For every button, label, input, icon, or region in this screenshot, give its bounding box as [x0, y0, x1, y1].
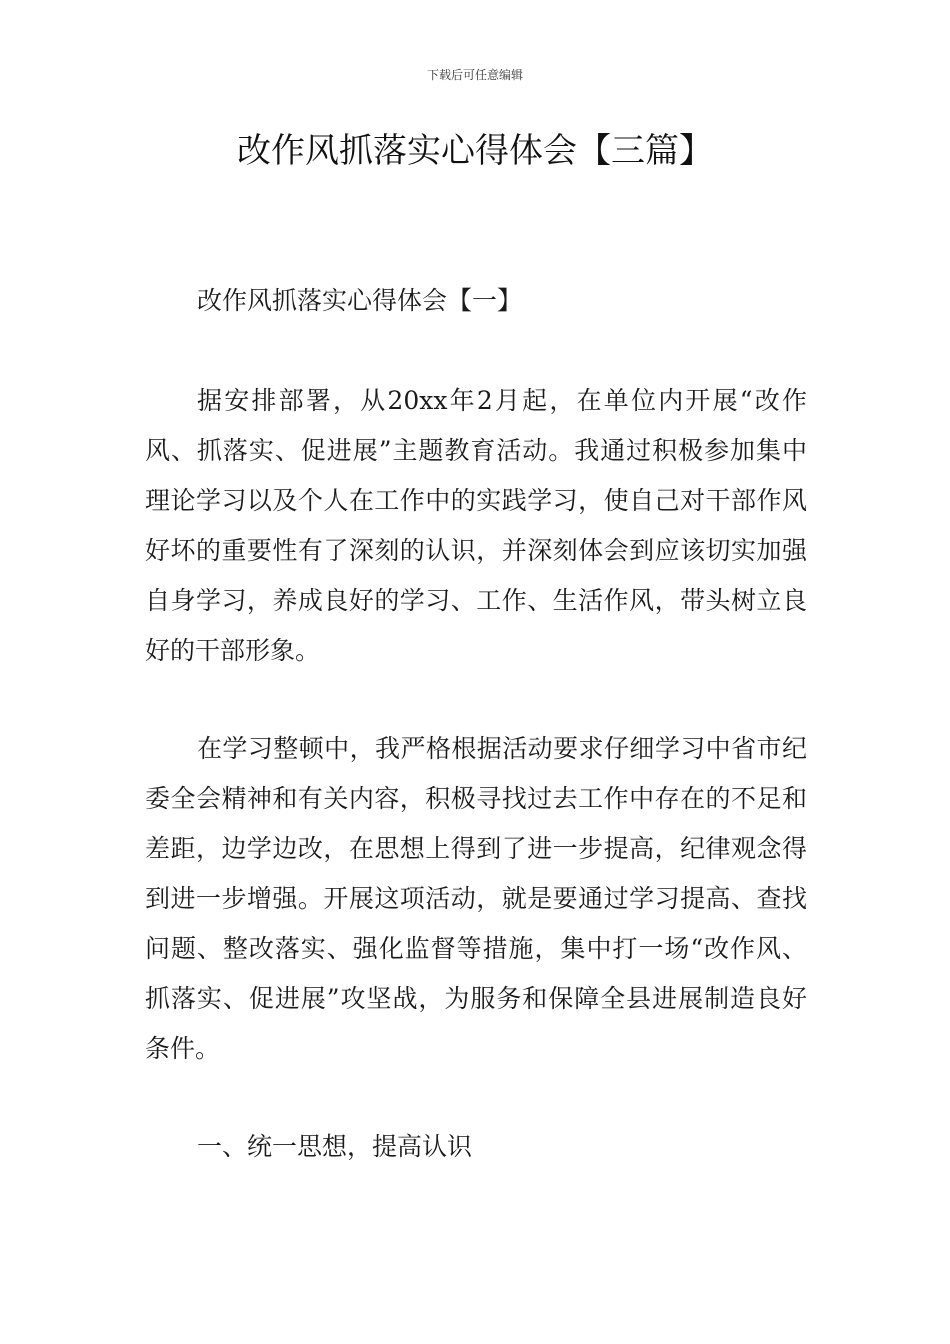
header-note: 下载后可任意编辑 [426, 68, 523, 82]
section-title: 改作风抓落实心得体会【一】 [197, 286, 523, 315]
document-title: 改作风抓落实心得体会【三篇】 [237, 131, 713, 171]
paragraph-1: 据安排部署，从20xx年2月起，在单位内开展“改作风、抓落实、促进展”主题教育活动。我通过积极参加集中理论学习以及个人在工作中的实践学习，使自己对干部作风好坏的重要性有了深刻的认识，并深刻体会到应该切实加强自身学习，养成良好的学习、工作、生活作风，带头树立良好的干部形象。 [145, 386, 807, 665]
paragraph-2: 在学习整顿中，我严格根据活动要求仔细学习中省市纪委全会精神和有关内容，积极寻找过去工作中存在的不足和差距，边学边改，在思想上得到了进一步提高，纪律观念得到进一步增强。开展这项活动，就是要通过学习提高、查找问题、整改落实、强化监督等措施，集中打一场“改作风、抓落实、促进展”攻坚战，为服务和保障全县进展制造良好条件。 [145, 734, 807, 1063]
section-heading: 一、统一思想，提高认识 [197, 1132, 473, 1161]
